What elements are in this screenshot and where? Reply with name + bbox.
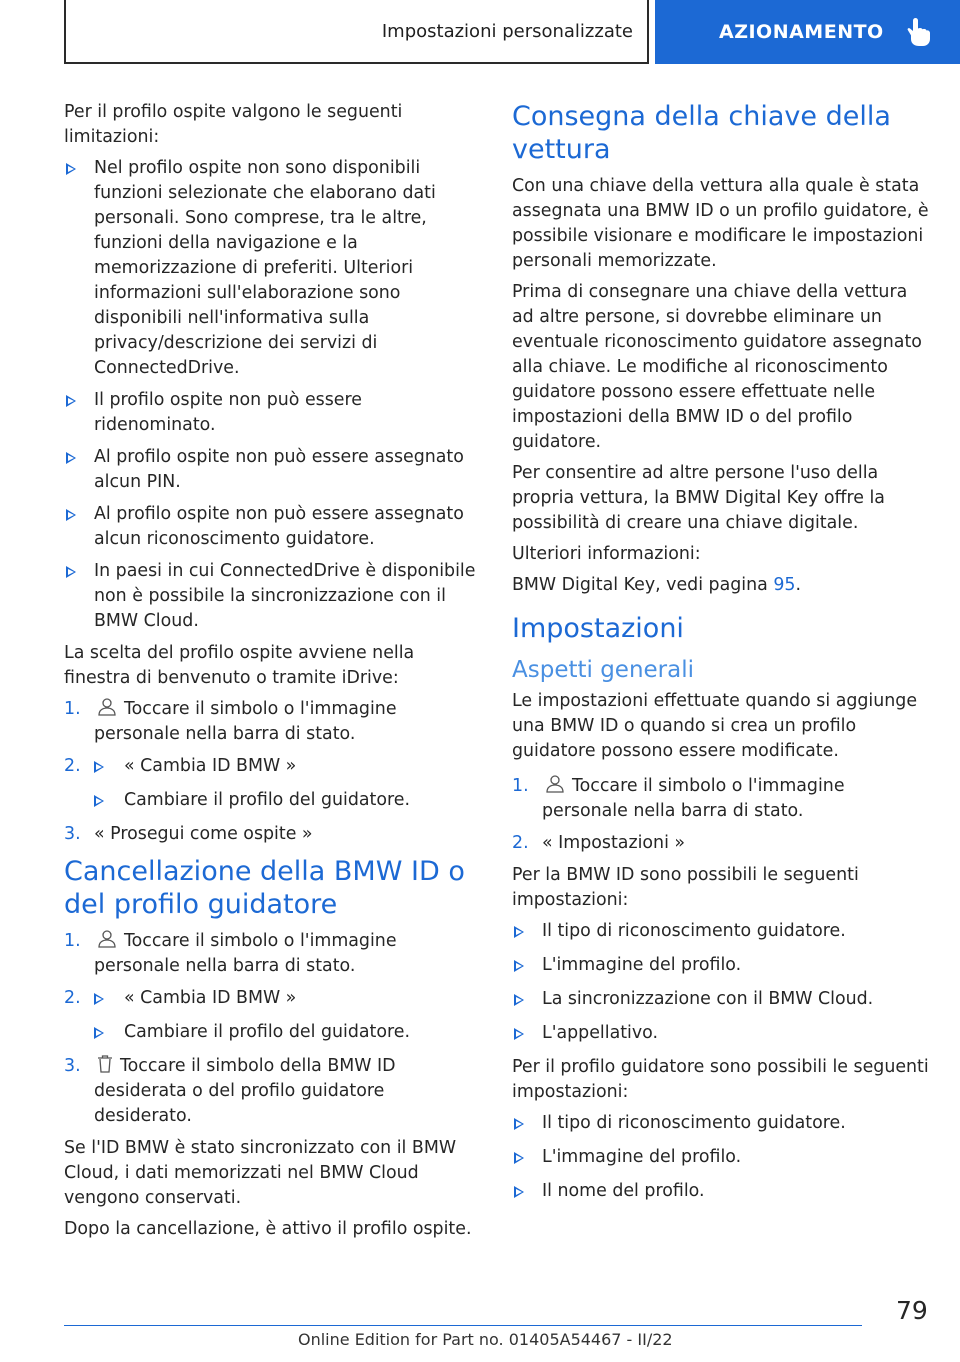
step-item: 2. « Cambia ID BMW » [64,988,297,1008]
hand-pointer-icon [906,17,932,47]
list-item: Nel profilo ospite non sono disponibili funzioni selezionate che elaborano dati personali. Sono comprese, tra le altre, funzioni della navigazione e la memorizzazione di preferiti. Ulteriori informazioni sull'elaborazione sono disponibili nell'informativa sulla privacy/descrizione dei servizi di ConnectedDrive. [64,156,478,381]
key-paragraph: Per consentire ad altre persone l'uso della propria vettura, la BMW Digital Key offre la possibilità di creare una chiave digitale. [512,463,885,533]
bullet-triangle-icon [66,452,76,464]
profile-settings-text: Per il profilo guidatore sono possibili le seguenti impostazioni: [512,1057,929,1102]
bullet-triangle-icon [514,1028,524,1040]
list-item: Al profilo ospite non può essere assegnato alcun riconoscimento guidatore. [64,502,478,552]
heading-settings: Impostazioni [512,613,684,644]
after-delete-text: Dopo la cancellazione, è attivo il profilo ospite. [64,1219,472,1239]
guest-selection-text: La scelta del profilo ospite avviene nella finestra di benvenuto o tramite iDrive: [64,643,415,688]
list-item: L'immagine del profilo. [512,1145,930,1172]
key-paragraph: Con una chiave della vettura alla quale è stata assegnata una BMW ID o un profilo guidatore, è possibile visionare e modificare le impostazioni personali memorizzate. [512,176,929,271]
page-number: 79 [896,1296,928,1325]
bullet-triangle-icon [94,1027,104,1039]
bullet-triangle-icon [94,993,104,1005]
heading-key-handover: Consegna della chiave della vettura [512,101,891,165]
left-column [64,100,478,1248]
bmw-id-settings-text: Per la BMW ID sono possibili le seguenti impostazioni: [512,865,859,910]
step-item: 1. Toccare il simbolo o l'immagine personale nella barra di stato. [512,776,845,821]
header-chapter [655,0,960,64]
list-item: Il nome del profilo. [512,1179,930,1206]
sync-text: Se l'ID BMW è stato sincronizzato con il BMW Cloud, i dati memorizzati nel BMW Cloud vengono conservati. [64,1138,457,1208]
list-item: L'appellativo. [512,1021,930,1048]
trash-icon [96,1054,114,1074]
bullet-triangle-icon [514,994,524,1006]
bullet-triangle-icon [514,1186,524,1198]
header-section [64,0,649,64]
person-icon [96,697,118,717]
page-link-95[interactable]: 95 [773,575,796,595]
bullet-triangle-icon [514,960,524,972]
list-item: L'immagine del profilo. [512,953,930,980]
footer-edition: Online Edition for Part no. 01405A54467 - II/22 [298,1330,673,1349]
bullet-triangle-icon [66,395,76,407]
step-item: 2. « Impostazioni » [512,833,686,853]
bullet-triangle-icon [94,795,104,807]
heading-general: Aspetti generali [512,657,695,683]
bullet-triangle-icon [66,566,76,578]
general-paragraph: Le impostazioni effettuate quando si aggiunge una BMW ID o quando si crea un profilo guidatore possono essere modificate. [512,691,918,761]
more-info-label: Ulteriori informazioni: [512,544,701,564]
right-column [512,100,930,1213]
sub-step-item: Cambiare il profilo del guidatore. [94,1020,478,1047]
heading-delete-profile: Cancellazione della BMW ID o del profilo guidatore [64,856,465,920]
bullet-triangle-icon [514,926,524,938]
person-icon [96,929,118,949]
digital-key-reference: BMW Digital Key, vedi pagina 95. [512,575,802,595]
bullet-triangle-icon [514,1152,524,1164]
list-item: Il tipo di riconoscimento guidatore. [512,919,930,946]
footer-divider [64,1325,862,1326]
list-item: La sincronizzazione con il BMW Cloud. [512,987,930,1014]
step-item: 3. Toccare il simbolo della BMW ID desiderata o del profilo guidatore desiderato. [64,1056,396,1126]
sub-step-item: Cambiare il profilo del guidatore. [94,788,478,815]
header-chapter-title: AZIONAMENTO [719,21,884,43]
step-item: 1. Toccare il simbolo o l'immagine personale nella barra di stato. [64,699,397,744]
bullet-triangle-icon [514,1118,524,1130]
list-item: Al profilo ospite non può essere assegnato alcun PIN. [64,445,478,495]
step-item: 1. Toccare il simbolo o l'immagine personale nella barra di stato. [64,931,397,976]
bullet-triangle-icon [66,163,76,175]
bullet-triangle-icon [94,761,104,773]
list-item: Il tipo di riconoscimento guidatore. [512,1111,930,1138]
list-item: Il profilo ospite non può essere ridenominato. [64,388,478,438]
step-item: 3. « Prosegui come ospite » [64,824,313,844]
guest-intro: Per il profilo ospite valgono le seguenti limitazioni: [64,102,403,147]
bullet-triangle-icon [66,509,76,521]
key-paragraph: Prima di consegnare una chiave della vettura ad altre persone, si dovrebbe eliminare un eventuale riconoscimento guidatore assegnato alla chiave. Le modifiche al riconoscimento guidatore possono essere effettuate nelle impostazioni della BMW ID o del profilo guidatore. [512,282,922,452]
list-item: In paesi in cui ConnectedDrive è disponibile non è possibile la sincronizzazione con il BMW Cloud. [64,559,478,634]
header-section-title: Impostazioni personalizzate [381,20,633,42]
person-icon [544,774,566,794]
step-item: 2. « Cambia ID BMW » [64,756,297,776]
